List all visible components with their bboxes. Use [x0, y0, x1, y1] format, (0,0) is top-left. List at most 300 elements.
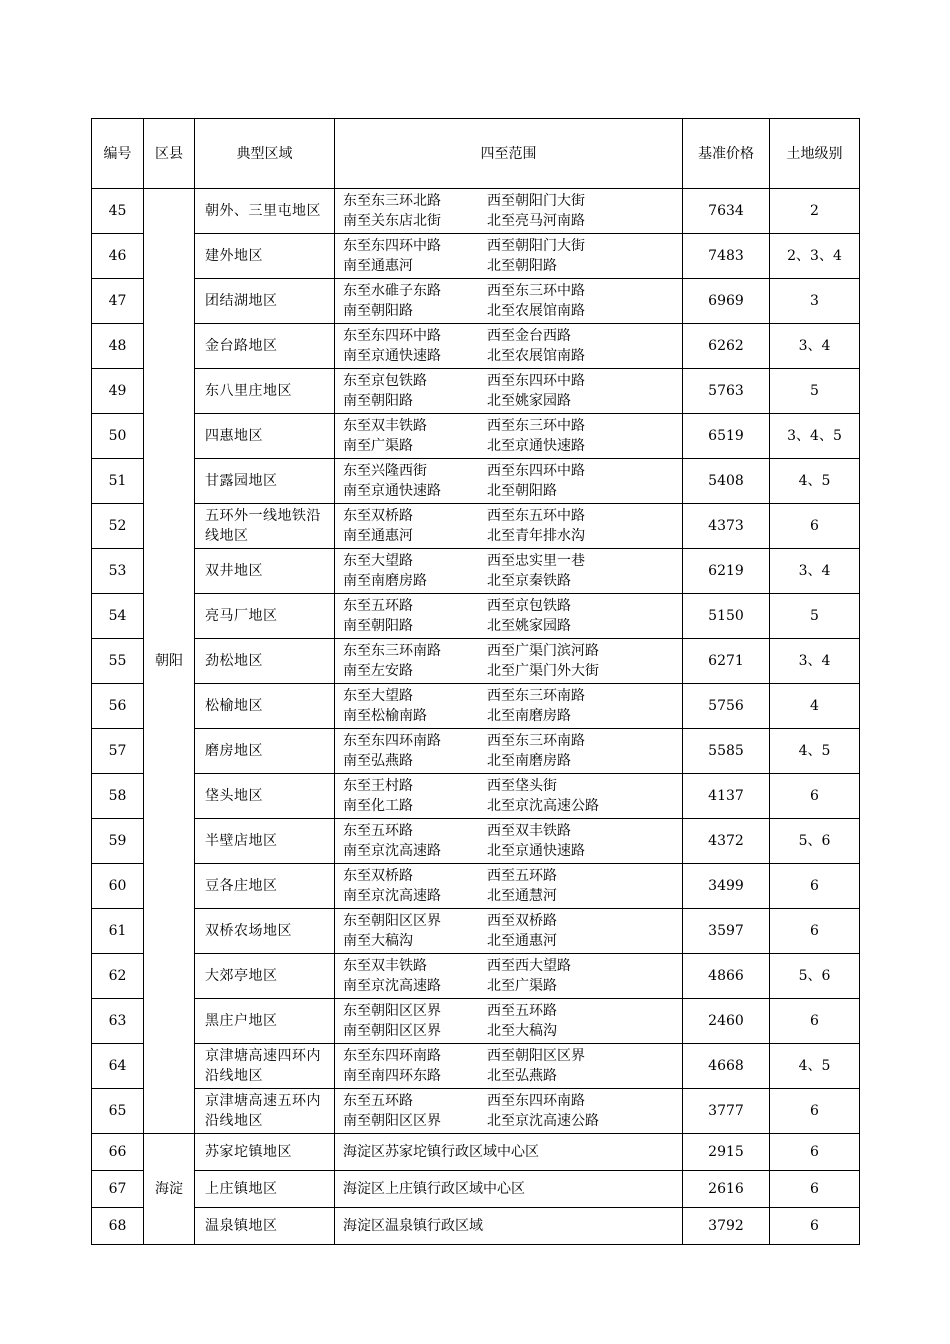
boundary-cell [335, 954, 683, 999]
boundary-south: 南至关东店北街 [343, 213, 441, 229]
table-row [92, 729, 860, 774]
boundary-line-south-north [343, 706, 682, 726]
row-number: 48 [92, 324, 144, 369]
row-number: 57 [92, 729, 144, 774]
boundary-north: 北至亮马河南路 [487, 213, 585, 229]
boundary-cell [335, 774, 683, 819]
boundary-west: 西至东四环中路 [487, 373, 585, 389]
base-price: 6262 [683, 324, 770, 369]
boundary-cell [335, 189, 683, 234]
land-grade: 6 [770, 1208, 860, 1245]
boundary-cell [335, 369, 683, 414]
boundary-south: 南至京沈高速路 [343, 843, 441, 859]
boundary-line-east-west [343, 776, 682, 796]
boundary-cell [335, 819, 683, 864]
boundary-south: 南至大稿沟 [343, 933, 413, 949]
boundary-line-east-west [343, 461, 682, 481]
boundary-north: 北至京沈高速公路 [487, 1113, 599, 1129]
typical-area-name: 双桥农场地区 [205, 923, 292, 939]
boundary-west: 西至东三环南路 [487, 733, 585, 749]
table-row [92, 234, 860, 279]
row-number: 68 [92, 1208, 144, 1245]
typical-area-name: 劲松地区 [205, 653, 263, 669]
header-area: 典型区域 [195, 119, 335, 189]
land-grade: 3 [770, 279, 860, 324]
boundary-line-east-west [343, 956, 682, 976]
table-row [92, 774, 860, 819]
boundary-north: 北至南磨房路 [487, 708, 571, 724]
base-price: 3597 [683, 909, 770, 954]
land-grade: 6 [770, 1134, 860, 1171]
table-row [92, 684, 860, 729]
boundary-east: 东至东三环北路 [343, 193, 441, 209]
land-grade: 4、5 [770, 459, 860, 504]
row-number: 51 [92, 459, 144, 504]
boundary-line-south-north [343, 931, 682, 951]
row-number: 63 [92, 999, 144, 1044]
boundary-line-east-west [343, 551, 682, 571]
typical-area-name: 京津塘高速五环内沿线地区 [205, 1093, 321, 1129]
boundary-west: 西至东四环中路 [487, 463, 585, 479]
boundary-line-south-north [343, 886, 682, 906]
typical-area-cell [195, 504, 335, 549]
base-price: 4866 [683, 954, 770, 999]
boundary-line-south-north [343, 391, 682, 411]
typical-area-cell [195, 1089, 335, 1134]
boundary-west: 西至广渠门滨河路 [487, 643, 599, 659]
boundary-text: 海淀区苏家坨镇行政区域中心区 [343, 1144, 539, 1160]
typical-area-name: 豆各庄地区 [205, 878, 278, 894]
land-grade: 4 [770, 684, 860, 729]
boundary-east: 东至东三环南路 [343, 643, 441, 659]
boundary-west: 西至五环路 [487, 1003, 557, 1019]
typical-area-name: 双井地区 [205, 563, 263, 579]
table-row [92, 1171, 860, 1208]
typical-area-name: 大郊亭地区 [205, 968, 278, 984]
typical-area-name: 五环外一线地铁沿线地区 [205, 508, 321, 544]
boundary-line-south-north [343, 1066, 682, 1086]
typical-area-cell [195, 459, 335, 504]
boundary-cell [335, 234, 683, 279]
table-row [92, 1208, 860, 1245]
typical-area-name: 半壁店地区 [205, 833, 278, 849]
boundary-west: 西至朝阳门大街 [487, 238, 585, 254]
typical-area-cell [195, 864, 335, 909]
row-number: 58 [92, 774, 144, 819]
land-grade: 6 [770, 1089, 860, 1134]
header-row [92, 119, 860, 189]
base-price: 5585 [683, 729, 770, 774]
boundary-line-south-north [343, 301, 682, 321]
boundary-east: 东至大望路 [343, 688, 413, 704]
row-number: 49 [92, 369, 144, 414]
base-price: 4137 [683, 774, 770, 819]
boundary-east: 东至东四环中路 [343, 328, 441, 344]
boundary-west: 西至东五环中路 [487, 508, 585, 524]
boundary-east: 东至水碓子东路 [343, 283, 441, 299]
boundary-north: 北至朝阳路 [487, 258, 557, 274]
row-number: 45 [92, 189, 144, 234]
boundary-cell [335, 729, 683, 774]
boundary-line-east-west [343, 506, 682, 526]
row-number: 67 [92, 1171, 144, 1208]
boundary-west: 西至东三环中路 [487, 283, 585, 299]
boundary-west: 西至朝阳门大街 [487, 193, 585, 209]
table-row [92, 504, 860, 549]
boundary-south: 南至京沈高速路 [343, 888, 441, 904]
base-price: 5408 [683, 459, 770, 504]
land-grade: 6 [770, 999, 860, 1044]
boundary-cell [335, 864, 683, 909]
boundary-line-east-west [343, 416, 682, 436]
boundary-cell [335, 279, 683, 324]
typical-area-name: 磨房地区 [205, 743, 263, 759]
land-grade: 2 [770, 189, 860, 234]
boundary-south: 南至京通快速路 [343, 348, 441, 364]
header-grade: 土地级别 [770, 119, 860, 189]
boundary-north: 北至京通快速路 [487, 843, 585, 859]
typical-area-name: 温泉镇地区 [205, 1218, 278, 1234]
typical-area-cell [195, 954, 335, 999]
typical-area-name: 上庄镇地区 [205, 1181, 278, 1197]
boundary-line-south-north [343, 1021, 682, 1041]
boundary-west: 西至东三环南路 [487, 688, 585, 704]
base-price: 5756 [683, 684, 770, 729]
boundary-cell [335, 909, 683, 954]
boundary-line-south-north [343, 661, 682, 681]
table-row [92, 189, 860, 234]
typical-area-cell [195, 414, 335, 459]
table-row [92, 639, 860, 684]
boundary-south: 南至广渠路 [343, 438, 413, 454]
base-price: 2460 [683, 999, 770, 1044]
boundary-north: 北至弘燕路 [487, 1068, 557, 1084]
land-grade: 6 [770, 504, 860, 549]
typical-area-name: 甘露园地区 [205, 473, 278, 489]
boundary-south: 南至通惠河 [343, 528, 413, 544]
typical-area-name: 黑庄户地区 [205, 1013, 278, 1029]
land-grade: 3、4、5 [770, 414, 860, 459]
boundary-south: 南至松榆南路 [343, 708, 427, 724]
typical-area-cell [195, 189, 335, 234]
boundary-east: 东至双桥路 [343, 868, 413, 884]
land-grade: 3、4 [770, 549, 860, 594]
table-row [92, 549, 860, 594]
boundary-east: 东至五环路 [343, 598, 413, 614]
typical-area-name: 朝外、三里屯地区 [205, 203, 321, 219]
boundary-north: 北至京秦铁路 [487, 573, 571, 589]
boundary-east: 东至双桥路 [343, 508, 413, 524]
table-row [92, 1044, 860, 1089]
typical-area-cell [195, 1171, 335, 1208]
land-grade: 4、5 [770, 729, 860, 774]
base-price: 5150 [683, 594, 770, 639]
row-number: 59 [92, 819, 144, 864]
land-grade: 4、5 [770, 1044, 860, 1089]
base-price: 3792 [683, 1208, 770, 1245]
row-number: 61 [92, 909, 144, 954]
land-grade: 6 [770, 909, 860, 954]
table-row [92, 594, 860, 639]
header-bounds: 四至范围 [335, 119, 683, 189]
typical-area-name: 金台路地区 [205, 338, 278, 354]
boundary-south: 南至京通快速路 [343, 483, 441, 499]
county-cell-chaoyang: 朝阳 [144, 189, 195, 1134]
typical-area-cell [195, 594, 335, 639]
boundary-north: 北至姚家园路 [487, 618, 571, 634]
row-number: 60 [92, 864, 144, 909]
boundary-north: 北至通惠河 [487, 933, 557, 949]
row-number: 56 [92, 684, 144, 729]
table-row [92, 1134, 860, 1171]
boundary-south: 南至京沈高速路 [343, 978, 441, 994]
boundary-east: 东至王村路 [343, 778, 413, 794]
typical-area-name: 亮马厂地区 [205, 608, 278, 624]
typical-area-cell [195, 1208, 335, 1245]
boundary-south: 南至朝阳区区界 [343, 1113, 441, 1129]
boundary-cell [335, 504, 683, 549]
header-num: 编号 [92, 119, 144, 189]
boundary-west: 西至朝阳区区界 [487, 1048, 585, 1064]
typical-area-cell [195, 234, 335, 279]
boundary-west: 西至双桥路 [487, 913, 557, 929]
boundary-west: 西至京包铁路 [487, 598, 571, 614]
boundary-text: 海淀区温泉镇行政区域 [343, 1218, 483, 1234]
boundary-line-south-north [343, 346, 682, 366]
boundary-line-south-north [343, 436, 682, 456]
base-price: 4668 [683, 1044, 770, 1089]
row-number: 66 [92, 1134, 144, 1171]
land-grade: 3、4 [770, 639, 860, 684]
base-price: 6519 [683, 414, 770, 459]
table-row [92, 324, 860, 369]
boundary-north: 北至通慧河 [487, 888, 557, 904]
typical-area-cell [195, 729, 335, 774]
base-price: 5763 [683, 369, 770, 414]
boundary-line-south-north [343, 256, 682, 276]
land-grade: 6 [770, 774, 860, 819]
boundary-west: 西至垡头街 [487, 778, 557, 794]
boundary-north: 北至广渠路 [487, 978, 557, 994]
typical-area-cell [195, 369, 335, 414]
typical-area-name: 京津塘高速四环内沿线地区 [205, 1048, 321, 1084]
typical-area-name: 团结湖地区 [205, 293, 278, 309]
row-number: 55 [92, 639, 144, 684]
boundary-east: 东至朝阳区区界 [343, 913, 441, 929]
typical-area-cell [195, 999, 335, 1044]
base-price: 4372 [683, 819, 770, 864]
boundary-west: 西至东四环南路 [487, 1093, 585, 1109]
base-price: 6271 [683, 639, 770, 684]
boundary-line-south-north [343, 751, 682, 771]
boundary-east: 东至双丰铁路 [343, 958, 427, 974]
row-number: 50 [92, 414, 144, 459]
boundary-cell [335, 1208, 683, 1245]
table-row [92, 459, 860, 504]
boundary-north: 北至大稿沟 [487, 1023, 557, 1039]
table-row [92, 999, 860, 1044]
boundary-cell [335, 324, 683, 369]
header-county: 区县 [144, 119, 195, 189]
typical-area-name: 垡头地区 [205, 788, 263, 804]
base-price: 6969 [683, 279, 770, 324]
boundary-cell [335, 414, 683, 459]
boundary-line-east-west [343, 326, 682, 346]
base-price: 6219 [683, 549, 770, 594]
boundary-north: 北至南磨房路 [487, 753, 571, 769]
boundary-north: 北至京沈高速公路 [487, 798, 599, 814]
boundary-east: 东至东四环南路 [343, 733, 441, 749]
typical-area-cell [195, 774, 335, 819]
boundary-cell [335, 1089, 683, 1134]
boundary-line-east-west [343, 911, 682, 931]
boundary-line-south-north [343, 976, 682, 996]
typical-area-name: 建外地区 [205, 248, 263, 264]
boundary-line-south-north [343, 211, 682, 231]
boundary-line-east-west [343, 191, 682, 211]
base-price: 2616 [683, 1171, 770, 1208]
boundary-south: 南至朝阳路 [343, 303, 413, 319]
boundary-line-south-north [343, 571, 682, 591]
table-row [92, 369, 860, 414]
boundary-line-east-west [343, 686, 682, 706]
land-price-table [91, 118, 860, 1245]
typical-area-name: 松榆地区 [205, 698, 263, 714]
table-row [92, 414, 860, 459]
boundary-south: 南至朝阳区区界 [343, 1023, 441, 1039]
header-price: 基准价格 [683, 119, 770, 189]
row-number: 53 [92, 549, 144, 594]
boundary-line-south-north [343, 481, 682, 501]
boundary-line-east-west [343, 1001, 682, 1021]
boundary-line-east-west [343, 236, 682, 256]
boundary-west: 西至西大望路 [487, 958, 571, 974]
table-row [92, 954, 860, 999]
boundary-south: 南至南磨房路 [343, 573, 427, 589]
boundary-south: 南至朝阳路 [343, 618, 413, 634]
boundary-line-south-north [343, 616, 682, 636]
boundary-south: 南至左安路 [343, 663, 413, 679]
boundary-north: 北至姚家园路 [487, 393, 571, 409]
boundary-line-east-west [343, 371, 682, 391]
boundary-cell [335, 684, 683, 729]
boundary-line-south-north [343, 526, 682, 546]
base-price: 3499 [683, 864, 770, 909]
boundary-cell [335, 594, 683, 639]
boundary-north: 北至朝阳路 [487, 483, 557, 499]
boundary-south: 南至化工路 [343, 798, 413, 814]
land-grade: 5、6 [770, 819, 860, 864]
boundary-cell [335, 639, 683, 684]
boundary-west: 西至双丰铁路 [487, 823, 571, 839]
boundary-cell [335, 999, 683, 1044]
boundary-east: 东至东四环南路 [343, 1048, 441, 1064]
boundary-east: 东至东四环中路 [343, 238, 441, 254]
land-grade: 6 [770, 1171, 860, 1208]
boundary-north: 北至广渠门外大街 [487, 663, 599, 679]
table-row [92, 1089, 860, 1134]
row-number: 46 [92, 234, 144, 279]
boundary-east: 东至大望路 [343, 553, 413, 569]
boundary-south: 南至弘燕路 [343, 753, 413, 769]
land-grade: 6 [770, 864, 860, 909]
table-row [92, 279, 860, 324]
table-row [92, 864, 860, 909]
boundary-line-east-west [343, 1046, 682, 1066]
boundary-line-east-west [343, 1091, 682, 1111]
boundary-line-east-west [343, 281, 682, 301]
boundary-cell [335, 549, 683, 594]
boundary-cell [335, 459, 683, 504]
boundary-north: 北至青年排水沟 [487, 528, 585, 544]
boundary-east: 东至京包铁路 [343, 373, 427, 389]
land-grade: 3、4 [770, 324, 860, 369]
land-grade: 5 [770, 594, 860, 639]
table-row [92, 819, 860, 864]
boundary-line-east-west [343, 821, 682, 841]
boundary-west: 西至忠实里一巷 [487, 553, 585, 569]
boundary-line-east-west [343, 641, 682, 661]
land-grade: 2、3、4 [770, 234, 860, 279]
boundary-east: 东至双丰铁路 [343, 418, 427, 434]
boundary-north: 北至京通快速路 [487, 438, 585, 454]
typical-area-cell [195, 639, 335, 684]
boundary-west: 西至五环路 [487, 868, 557, 884]
boundary-line-south-north [343, 841, 682, 861]
typical-area-cell [195, 324, 335, 369]
boundary-south: 南至通惠河 [343, 258, 413, 274]
row-number: 65 [92, 1089, 144, 1134]
boundary-east: 东至兴隆西街 [343, 463, 427, 479]
typical-area-cell [195, 819, 335, 864]
boundary-cell [335, 1134, 683, 1171]
base-price: 2915 [683, 1134, 770, 1171]
typical-area-name: 苏家坨镇地区 [205, 1144, 292, 1160]
typical-area-name: 四惠地区 [205, 428, 263, 444]
land-grade: 5、6 [770, 954, 860, 999]
boundary-line-south-north [343, 1111, 682, 1131]
row-number: 62 [92, 954, 144, 999]
boundary-west: 西至金台西路 [487, 328, 571, 344]
boundary-line-south-north [343, 796, 682, 816]
boundary-east: 东至朝阳区区界 [343, 1003, 441, 1019]
base-price: 3777 [683, 1089, 770, 1134]
typical-area-cell [195, 1044, 335, 1089]
boundary-text: 海淀区上庄镇行政区域中心区 [343, 1181, 525, 1197]
boundary-cell [335, 1044, 683, 1089]
row-number: 47 [92, 279, 144, 324]
typical-area-name: 东八里庄地区 [205, 383, 292, 399]
typical-area-cell [195, 684, 335, 729]
boundary-east: 东至五环路 [343, 1093, 413, 1109]
boundary-south: 南至南四环东路 [343, 1068, 441, 1084]
row-number: 52 [92, 504, 144, 549]
base-price: 7483 [683, 234, 770, 279]
boundary-line-east-west [343, 866, 682, 886]
typical-area-cell [195, 909, 335, 954]
boundary-west: 西至东三环中路 [487, 418, 585, 434]
base-price: 7634 [683, 189, 770, 234]
boundary-line-east-west [343, 596, 682, 616]
land-grade: 5 [770, 369, 860, 414]
row-number: 64 [92, 1044, 144, 1089]
typical-area-cell [195, 1134, 335, 1171]
row-number: 54 [92, 594, 144, 639]
boundary-east: 东至五环路 [343, 823, 413, 839]
boundary-line-east-west [343, 731, 682, 751]
typical-area-cell [195, 549, 335, 594]
typical-area-cell [195, 279, 335, 324]
